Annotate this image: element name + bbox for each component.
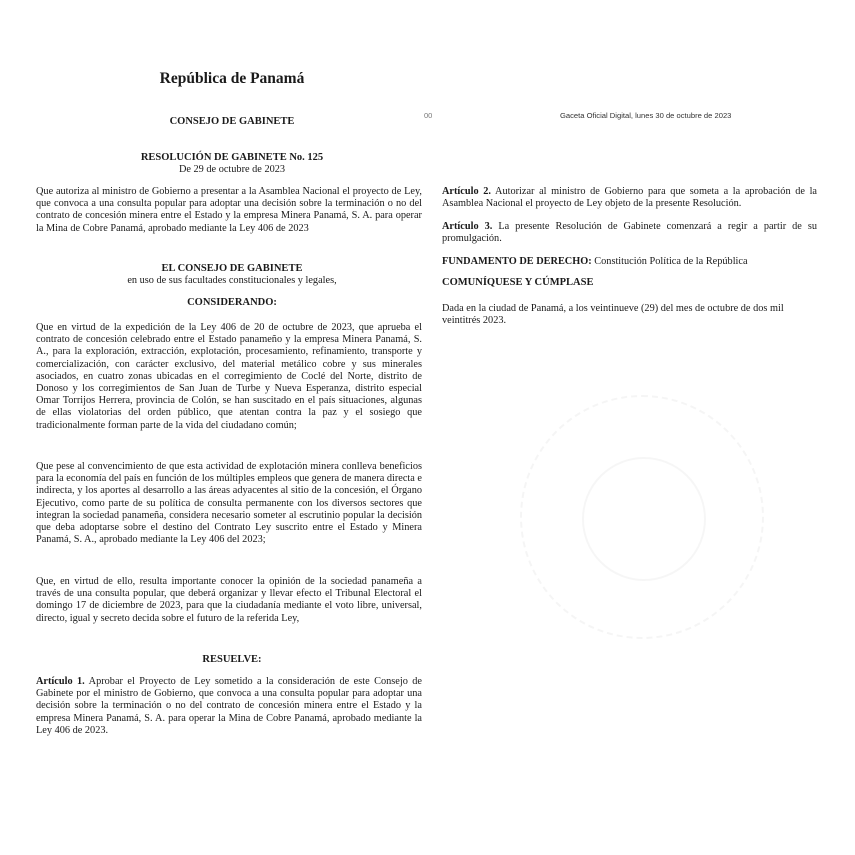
country-title: República de Panamá (159, 70, 305, 87)
article-3 (442, 221, 817, 245)
article-1 (36, 676, 422, 737)
resolution-date: De 29 de octubre de 2023 (178, 164, 286, 175)
article-3-label: Artículo 3. (442, 221, 493, 232)
legal-basis-label: FUNDAMENTO DE DERECHO: (442, 256, 592, 267)
watermark-seal-icon (520, 395, 764, 639)
council-heading: CONSEJO DE GABINETE (169, 116, 295, 127)
gazette-header: Gaceta Oficial Digital, lunes 30 de octubre de 2023 (560, 111, 732, 120)
article-2-text: Autorizar al ministro de Gobierno para que someta a la aprobación de la Asamblea Nacional el proyecto de Ley objeto de la presente Resolución. (442, 186, 817, 210)
resolves-heading: RESUELVE: (202, 654, 262, 665)
closing-heading: COMUNÍQUESE Y CÚMPLASE (442, 277, 594, 288)
authority-heading: EL CONSEJO DE GABINETE (161, 263, 303, 274)
article-1-label: Artículo 1. (36, 676, 85, 687)
page-number-fragment: 00 (424, 111, 433, 120)
given-at-statement: Dada en la ciudad de Panamá, a los veintinueve (29) del mes de octubre de dos mil veintitrés 2023. (442, 303, 784, 327)
resolution-title: RESOLUCIÓN DE GABINETE No. 125 (140, 152, 324, 163)
resolution-summary: Que autoriza al ministro de Gobierno a presentar a la Asamblea Nacional el proyecto de Ley, que convoca a una consulta popular para adoptar una decisión sobre la terminación o no del contrato de concesión minera entre el Estado y la empresa Minera Panamá, S. A. para operar la Mina de Cobre Panamá, aprobado mediante la Ley 406 de 2023 (36, 186, 422, 234)
considerando-2: Que pese al convencimiento de que esta actividad de explotación minera conlleva beneficios para la economía del país en función de los múltiples empleos que genera de manera directa e indirecta, y los aportes al desarrollo a las áreas adyacentes al sitio de la concesión, el Órgano Ejecutivo, como parte de su política de consulta permanente con los diversos sectores que integran la sociedad panameña, considera necesario someter al escrutinio popular la decisión que deba adoptarse sobre el destino del Contrato Ley suscrito entre el Estado y Minera Panamá, S. A., aprobado mediante la Ley 406 del 2023; (36, 461, 422, 546)
considerando-3: Que, en virtud de ello, resulta importante conocer la opinión de la sociedad panameña a través de una consulta popular, que deberá organizar y llevar efecto el Tribunal Electoral el domingo 17 de diciembre de 2023, para que la ciudadanía mediante el voto libre, universal, directo, igual y secreto decida sobre el futuro de la referida Ley, (36, 576, 422, 624)
article-2-label: Artículo 2. (442, 186, 491, 197)
article-1-text: Aprobar el Proyecto de Ley sometido a la consideración de este Consejo de Gabinete por el ministro de Gobierno, que convoca a una consulta popular para adoptar una decisión sobre la terminación o no del contrato de concesión minera entre el Estado y la empresa Minera Panamá, S. A. para operar la Mina de Cobre Panamá, aprobado mediante la Ley 406 de 2023. (36, 676, 422, 736)
article-2 (442, 186, 817, 210)
legal-basis (442, 256, 817, 268)
legal-basis-text: Constitución Política de la República (591, 256, 748, 267)
considerando-1: Que en virtud de la expedición de la Ley 406 de 20 de octubre de 2023, que aprueba el contrato de concesión celebrado entre el Estado panameño y la empresa Minera Panamá, S. A., para la exploración, extracción, explotación, procesamiento, refinamiento, transporte y comercialización, con carácter exclusivo, del material metálico cobre y sus minerales asociados, en cuatro zonas ubicadas en el corregimiento de Coclé del Norte, distrito de Donoso y los corregimientos de San Juan de Turbe y Nueva Esperanza, distrito especial Omar Torrijos Herrera, provincia de Colón, se han suscitado en el país situaciones, algunas de ellas violatorias del orden público, que atentan contra la paz y el sosiego que tradicionalmente forman parte de la vida del ciudadano común; (36, 322, 422, 431)
authority-subtitle: en uso de sus facultades constitucionales y legales, (127, 275, 337, 286)
article-3-text: La presente Resolución de Gabinete comenzará a regir a partir de su promulgación. (442, 221, 817, 245)
considering-heading: CONSIDERANDO: (187, 297, 277, 308)
